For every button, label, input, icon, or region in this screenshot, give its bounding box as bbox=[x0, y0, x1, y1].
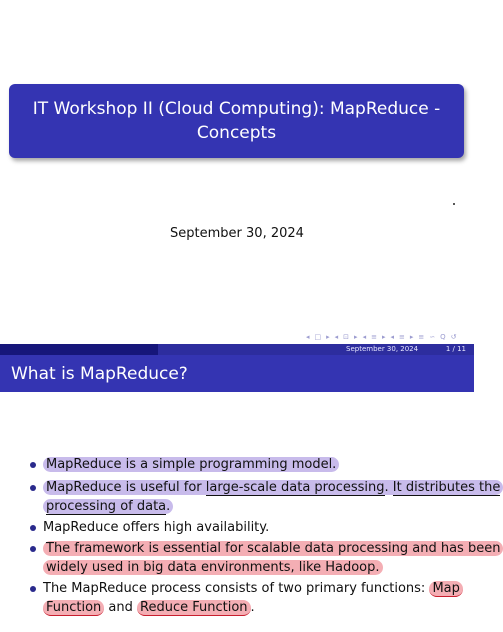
header-date: September 30, 2024 bbox=[346, 345, 419, 353]
nav-symbol-icon[interactable]: □ bbox=[314, 333, 322, 341]
underlined-text: large-scale data processing bbox=[205, 480, 385, 495]
nav-symbol-icon[interactable]: ≡ bbox=[371, 333, 377, 341]
presentation-title: IT Workshop II (Cloud Computing): MapReduce - Concepts bbox=[32, 99, 441, 143]
text-span: . bbox=[250, 600, 255, 615]
list-item: MapReduce offers high availability. bbox=[43, 520, 270, 535]
nav-symbol-icon[interactable]: ▸ bbox=[381, 333, 386, 341]
underlined-text: It distributes the bbox=[392, 480, 501, 495]
bullet-dot bbox=[30, 485, 36, 491]
nav-symbol-icon[interactable]: ◂ bbox=[334, 333, 339, 341]
list-item bbox=[43, 579, 463, 617]
stray-mark bbox=[453, 203, 455, 205]
bullet-dot bbox=[30, 586, 36, 592]
presentation-date: September 30, 2024 bbox=[170, 226, 304, 241]
nav-symbol-icon[interactable]: ▸ bbox=[409, 333, 414, 341]
highlighted-text: MapReduce is a simple programming model. bbox=[43, 457, 339, 472]
highlighted-text: Reduce Function bbox=[137, 600, 251, 616]
list-item bbox=[43, 539, 501, 577]
frame-title-bar bbox=[0, 355, 474, 392]
text-span: and bbox=[104, 600, 138, 615]
nav-symbol-icon[interactable]: ▸ bbox=[354, 333, 358, 341]
highlighted-text: Function bbox=[43, 600, 104, 616]
nav-symbol-icon[interactable]: ≡ bbox=[398, 333, 405, 341]
bullet-list bbox=[0, 452, 501, 632]
header-bar-right bbox=[158, 344, 474, 355]
nav-symbol-icon[interactable]: ◂ bbox=[306, 333, 310, 341]
text-span: The MapReduce process consists of two primary functions: bbox=[43, 581, 430, 596]
nav-symbol-icon[interactable]: Q bbox=[440, 333, 446, 341]
bullet-dot bbox=[30, 525, 36, 531]
list-item bbox=[43, 478, 501, 516]
header-bar bbox=[0, 344, 474, 355]
beamer-navigation[interactable] bbox=[306, 331, 457, 343]
nav-symbol-icon[interactable]: ⊡ bbox=[343, 333, 350, 341]
nav-symbol-icon[interactable]: ≡ bbox=[418, 333, 425, 341]
nav-symbol-icon[interactable]: ↺ bbox=[450, 333, 457, 341]
nav-symbol-icon[interactable]: ◂ bbox=[390, 333, 394, 341]
title-box bbox=[9, 84, 464, 158]
nav-symbol-icon[interactable]: ▸ bbox=[326, 333, 330, 341]
nav-symbol-icon[interactable]: ◂ bbox=[362, 333, 367, 341]
underlined-text: processing of data bbox=[46, 499, 167, 514]
bullet-dot bbox=[30, 546, 36, 552]
page-number: 1 / 11 bbox=[445, 345, 466, 353]
highlighted-text: widely used in big data environments, like Hadoop. bbox=[43, 560, 383, 575]
text-span: . bbox=[166, 499, 171, 514]
list-item bbox=[43, 455, 463, 474]
highlighted-text: Map bbox=[429, 581, 462, 597]
frame-title: What is MapReduce? bbox=[11, 363, 188, 384]
highlighted-text bbox=[43, 499, 173, 514]
highlighted-text: The framework is essential for scalable data processing and has been bbox=[43, 541, 503, 556]
bullet-dot bbox=[30, 462, 36, 468]
text-span: . bbox=[384, 480, 393, 495]
nav-symbol-icon[interactable]: ∽ bbox=[429, 333, 436, 341]
text-span: MapReduce is useful for bbox=[46, 480, 206, 495]
highlighted-text bbox=[43, 480, 503, 495]
header-bar-left bbox=[0, 344, 158, 355]
